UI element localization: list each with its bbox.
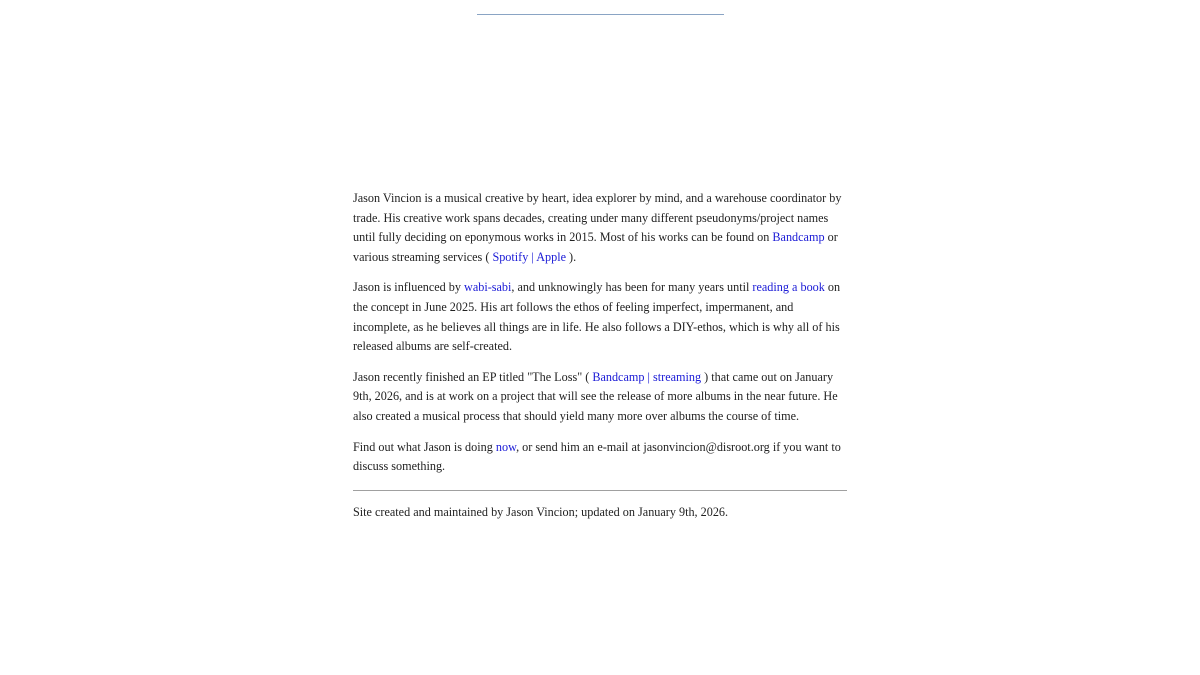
apple-link[interactable]: Apple bbox=[536, 249, 566, 264]
main-content bbox=[353, 189, 847, 522]
contact-paragraph bbox=[353, 438, 847, 477]
influence-text-3: on the concept in June 2025. His art follows the ethos of feeling imperfect, impermanent, and incomplete, as he believes all things are in life. He also follows a DIY-ethos, which is why all of his released albums are self-created. bbox=[353, 280, 841, 354]
intro-text: Jason Vincion is a musical creative by heart, idea explorer by mind, and a warehouse coordinator by trade. His creative work spans decades, creating under many different pseudonyms/project names until fully deciding on eponymous works in 2015. Most of his works can be found on bbox=[353, 191, 842, 245]
influence-text: Jason is influenced by bbox=[353, 280, 465, 295]
ep-paragraph bbox=[353, 368, 847, 427]
ep-streaming-link[interactable]: streaming bbox=[653, 369, 702, 384]
contact-text: Find out what Jason is doing bbox=[353, 439, 496, 454]
link-separator: | bbox=[528, 249, 537, 264]
influence-text-2: , and unknowingly has been for many years until bbox=[511, 280, 753, 295]
influence-paragraph bbox=[353, 278, 847, 356]
footer-divider bbox=[353, 490, 847, 491]
contact-text-2: , or send him an e-mail at jasonvincion@disroot.org if you want to discuss something. bbox=[353, 439, 841, 474]
site-footer: Site created and maintained by Jason Vincion; updated on January 9th, 2026. bbox=[353, 504, 729, 519]
spotify-link[interactable]: Spotify bbox=[492, 249, 529, 264]
intro-paragraph bbox=[353, 189, 847, 267]
ep-bandcamp-link[interactable]: Bandcamp bbox=[592, 369, 645, 384]
ep-text: Jason recently finished an EP titled "The Loss" ( bbox=[353, 369, 593, 384]
now-link[interactable]: now bbox=[495, 439, 517, 454]
top-divider bbox=[477, 14, 724, 15]
ep-link-separator: | bbox=[644, 369, 653, 384]
wabi-sabi-link[interactable]: wabi-sabi bbox=[464, 280, 512, 295]
intro-text-2: or various streaming services ( bbox=[353, 230, 838, 264]
intro-text-3: ). bbox=[566, 249, 577, 264]
reading-a-book-link[interactable]: reading a book bbox=[752, 280, 825, 295]
ep-text-2: ) that came out on January 9th, 2026, and is at work on a project that will see the release of more albums in the near future. He also created a musical process that should yield many more over albums the course of time. bbox=[353, 369, 838, 423]
bandcamp-link[interactable]: Bandcamp bbox=[772, 230, 825, 245]
